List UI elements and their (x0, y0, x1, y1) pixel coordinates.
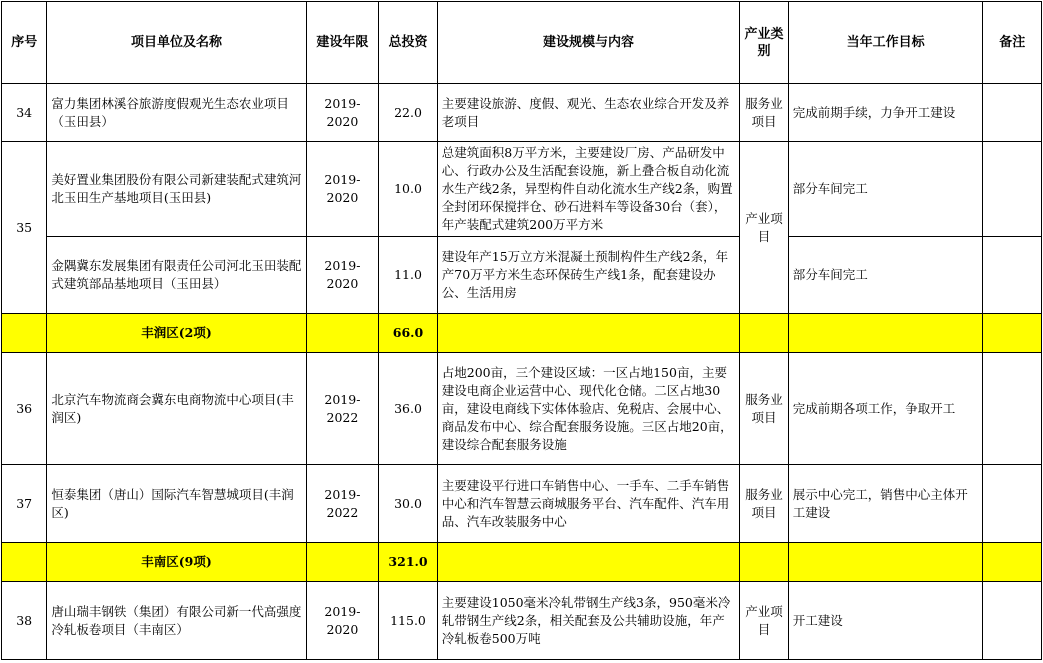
row-scale: 总建筑面积8万平方米，主要建设厂房、产品研发中心、行政办公及生活配套设施，新上叠合板自动化流水生产线2条，异型构件自动化流水生产线2条，购置全封闭环保搅拌仓、砂石进料车等设备30台（套），年产装配式建筑200万平方米 (437, 142, 740, 237)
row-project: 富力集团林溪谷旅游度假观光生态农业项目（玉田县） (47, 84, 306, 142)
row-period: 2019-2020 (306, 237, 379, 314)
row-remark (983, 84, 1042, 142)
district-subtotal-row (2, 543, 1042, 582)
row-project: 北京汽车物流商会冀东电商物流中心项目(丰润区) (47, 353, 306, 465)
row-project: 恒泰集团（唐山）国际汽车智慧城项目(丰润区) (47, 465, 306, 543)
district-name: 丰南区(9项) (47, 543, 306, 582)
row-seq: 37 (2, 465, 47, 543)
row-seq: 34 (2, 84, 47, 142)
header-project: 项目单位及名称 (47, 2, 306, 84)
row-investment: 36.0 (379, 353, 438, 465)
row-investment: 22.0 (379, 84, 438, 142)
row-category: 产业项目 (740, 142, 788, 314)
row-period: 2019-2020 (306, 142, 379, 237)
row-remark (983, 237, 1042, 314)
row-investment: 30.0 (379, 465, 438, 543)
project-table (1, 1, 1042, 660)
row-goal: 完成前期各项工作，争取开工 (788, 353, 983, 465)
table-row (2, 465, 1042, 543)
header-investment: 总投资 (379, 2, 438, 84)
header-seq: 序号 (2, 2, 47, 84)
row-goal: 开工建设 (788, 582, 983, 660)
row-period: 2019-2020 (306, 582, 379, 660)
row-project: 唐山瑞丰钢铁（集团）有限公司新一代高强度冷轧板卷项目（丰南区） (47, 582, 306, 660)
district-name: 丰润区(2项) (47, 314, 306, 353)
row-seq: 35 (2, 142, 47, 314)
row-project: 美好置业集团股份有限公司新建装配式建筑河北玉田生产基地项目(玉田县) (47, 142, 306, 237)
header-scale: 建设规模与内容 (437, 2, 740, 84)
row-period: 2019-2022 (306, 465, 379, 543)
table-row (2, 237, 1042, 314)
row-category: 服务业项目 (740, 353, 788, 465)
district-investment: 66.0 (379, 314, 438, 353)
district-subtotal-row (2, 314, 1042, 353)
district-investment: 321.0 (379, 543, 438, 582)
row-seq: 36 (2, 353, 47, 465)
row-scale: 主要建设1050毫米冷轧带钢生产线3条，950毫米冷轧带钢生产线2条，相关配套及公共辅助设施，年产冷轧板卷500万吨 (437, 582, 740, 660)
row-investment: 115.0 (379, 582, 438, 660)
row-remark (983, 582, 1042, 660)
row-remark (983, 465, 1042, 543)
row-remark (983, 142, 1042, 237)
row-goal: 完成前期手续，力争开工建设 (788, 84, 983, 142)
row-scale: 建设年产15万立方米混凝土预制构件生产线2条，年产70万平方米生态环保砖生产线1条，配套建设办公、生活用房 (437, 237, 740, 314)
row-investment: 10.0 (379, 142, 438, 237)
row-period: 2019-2022 (306, 353, 379, 465)
row-investment: 11.0 (379, 237, 438, 314)
row-goal: 部分车间完工 (788, 237, 983, 314)
header-goal: 当年工作目标 (788, 2, 983, 84)
row-period: 2019-2020 (306, 84, 379, 142)
row-category: 服务业项目 (740, 84, 788, 142)
table-row (2, 84, 1042, 142)
row-goal: 部分车间完工 (788, 142, 983, 237)
header-category: 产业类别 (740, 2, 788, 84)
row-scale: 占地200亩，三个建设区域：一区占地150亩，主要建设电商企业运营中心、现代化仓储。二区占地30亩，建设电商线下实体体验店、免税店、会展中心、商品发布中心、综合配套服务设施。三区占地20亩，建设综合配套服务设施 (437, 353, 740, 465)
row-goal: 展示中心完工，销售中心主体开工建设 (788, 465, 983, 543)
header-remark: 备注 (983, 2, 1042, 84)
row-scale: 主要建设旅游、度假、观光、生态农业综合开发及养老项目 (437, 84, 740, 142)
row-scale: 主要建设平行进口车销售中心、一手车、二手车销售中心和汽车智慧云商城服务平台、汽车配件、汽车用品、汽车改装服务中心 (437, 465, 740, 543)
row-seq: 38 (2, 582, 47, 660)
header-row (2, 2, 1042, 84)
table-row (2, 142, 1042, 237)
row-category: 产业项目 (740, 582, 788, 660)
row-remark (983, 353, 1042, 465)
header-period: 建设年限 (306, 2, 379, 84)
row-category: 服务业项目 (740, 465, 788, 543)
table-row (2, 582, 1042, 660)
table-row (2, 353, 1042, 465)
row-project: 金隅冀东发展集团有限责任公司河北玉田装配式建筑部品基地项目（玉田县） (47, 237, 306, 314)
